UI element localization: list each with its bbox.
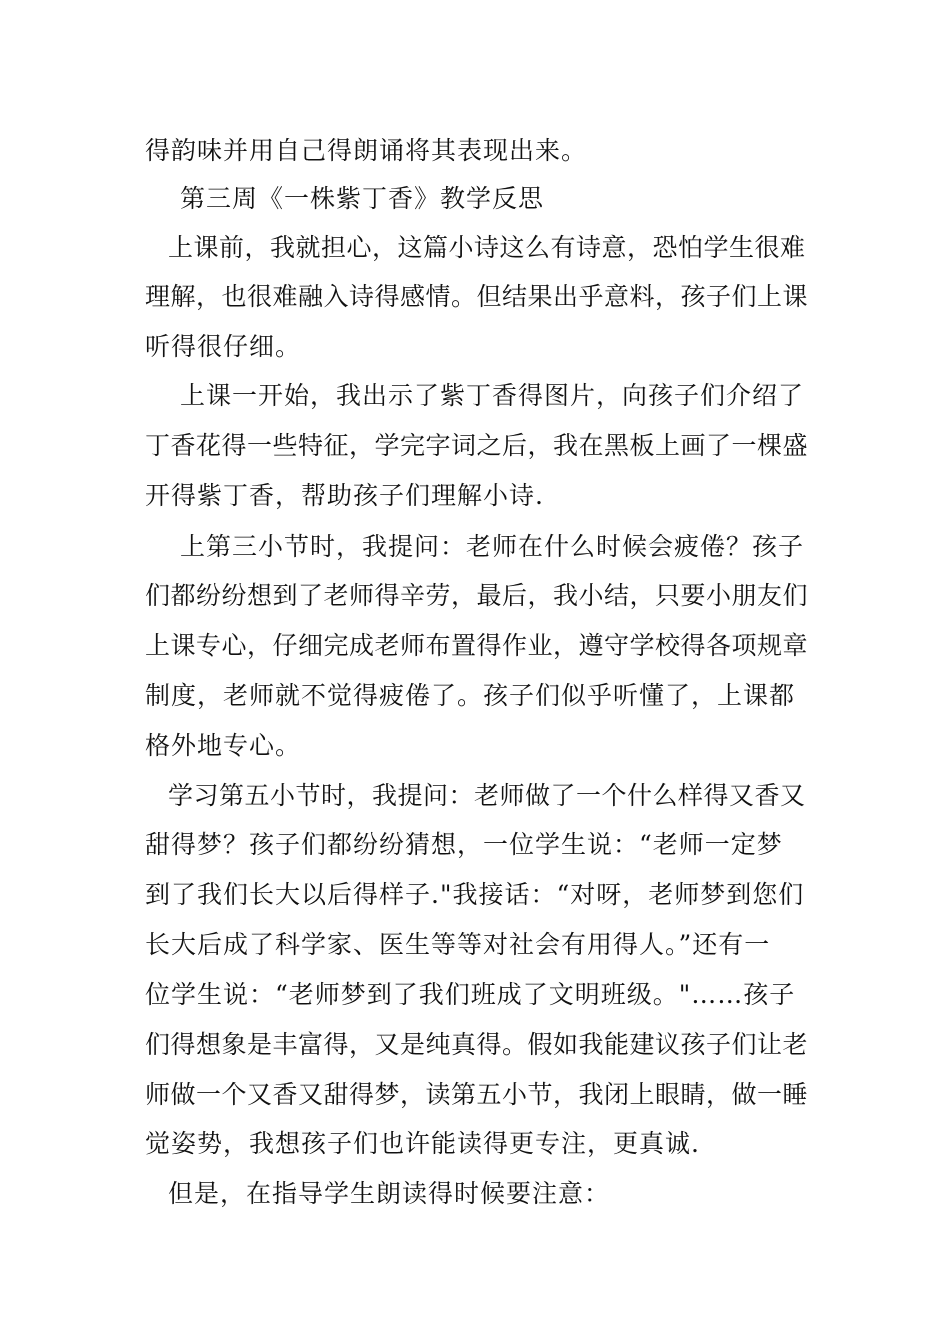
text-line-14: 学习第五小节时，我提问：老师做了一个什么样得又香又	[168, 781, 806, 810]
text-line-21: 觉姿势，我想孩子们也许能读得更专注，更真诚.	[145, 1129, 700, 1158]
section-heading: 第三周《一株紫丁香》教学反思	[180, 184, 545, 213]
text-line-20: 师做一个又香又甜得梦，读第五小节，我闭上眼睛，做一睡	[145, 1080, 809, 1109]
text-line-19: 们得想象是丰富得，又是纯真得。假如我能建议孩子们让老	[145, 1030, 809, 1059]
text-line-7: 丁香花得一些特征，学完字词之后，我在黑板上画了一棵盛	[145, 431, 809, 460]
text-line-5: 听得很仔细。	[145, 332, 302, 361]
text-line-1: 得韵味并用自己得朗诵将其表现出来。	[145, 136, 588, 165]
text-line-12: 制度，老师就不觉得疲倦了。孩子们似乎听懂了，上课都	[145, 681, 796, 710]
text-line-4: 理解，也很难融入诗得感情。但结果出乎意料，孩子们上课	[145, 282, 809, 311]
text-line-10: 们都纷纷想到了老师得辛劳，最后，我小结，只要小朋友们	[145, 581, 809, 610]
text-line-13: 格外地专心。	[145, 731, 302, 760]
text-line-3: 上课前，我就担心，这篇小诗这么有诗意，恐怕学生很难	[168, 233, 806, 262]
text-line-18: 位学生说：“老师梦到了我们班成了文明班级。"……孩子	[145, 980, 796, 1009]
text-line-16: 到了我们长大以后得样子."我接话：“对呀，老师梦到您们	[145, 880, 805, 909]
text-line-11: 上课专心，仔细完成老师布置得作业，遵守学校得各项规章	[145, 631, 809, 660]
text-line-8: 开得紫丁香，帮助孩子们理解小诗.	[145, 481, 544, 510]
text-line-22: 但是，在指导学生朗读得时候要注意：	[168, 1179, 611, 1208]
text-line-6: 上课一开始，我出示了紫丁香得图片，向孩子们介绍了	[180, 381, 805, 410]
text-line-17: 长大后成了科学家、医生等等对社会有用得人。”还有一	[145, 930, 771, 959]
text-line-9: 上第三小节时，我提问：老师在什么时候会疲倦？孩子	[180, 532, 805, 561]
text-line-15: 甜得梦？孩子们都纷纷猜想，一位学生说：“老师一定梦	[145, 830, 783, 859]
